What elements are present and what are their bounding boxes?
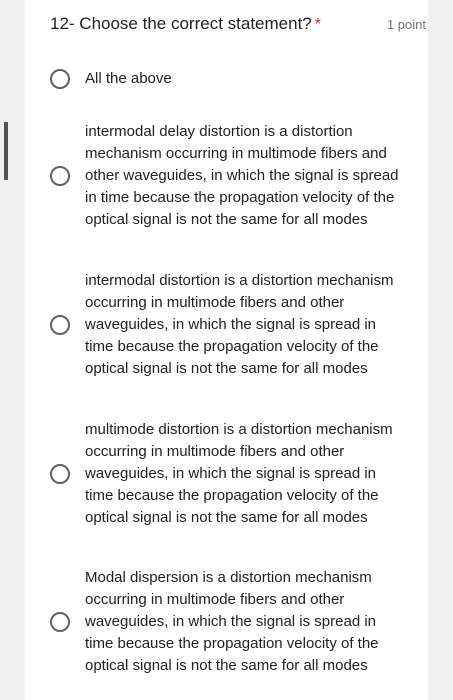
- question-title-row: [50, 14, 321, 34]
- option-label: intermodal distortion is a distortion mechanism occurring in multimode fibers and other waveguides, in which the signal is spread in time because the propagation velocity of the optical signal is not the same for all modes: [85, 272, 394, 377]
- question-title: 12- Choose the correct statement?: [50, 14, 312, 33]
- required-asterisk: *: [314, 16, 321, 33]
- radio-button[interactable]: [50, 464, 70, 484]
- option-all-the-above[interactable]: [50, 68, 420, 90]
- option-modal-dispersion[interactable]: [50, 556, 420, 688]
- scroll-indicator: [4, 122, 8, 180]
- option-label: multimode distortion is a distortion mechanism occurring in multimode fibers and other waveguides, in which the signal is spread in time because the propagation velocity of the optical signal is not the same for all modes: [85, 421, 393, 526]
- option-label: All the above: [85, 70, 172, 87]
- radio-button[interactable]: [50, 315, 70, 335]
- points-label: 1 point: [386, 17, 426, 32]
- question-header: [50, 14, 430, 38]
- option-multimode-distortion[interactable]: [50, 408, 420, 540]
- question-card: [25, 0, 428, 700]
- option-intermodal-distortion[interactable]: [50, 259, 420, 391]
- radio-button[interactable]: [50, 166, 70, 186]
- radio-button[interactable]: [50, 69, 70, 89]
- option-label: Modal dispersion is a distortion mechanism occurring in multimode fibers and other waveguides, in which the signal is spread in time because the propagation velocity of the optical signal is not the same for all modes: [85, 569, 379, 674]
- radio-button[interactable]: [50, 612, 70, 632]
- option-label: intermodal delay distortion is a distortion mechanism occurring in multimode fibers and other waveguides, in which the signal is spread in time because the propagation velocity of the optical signal is not the same for all modes: [85, 123, 399, 228]
- option-intermodal-delay-distortion[interactable]: [50, 110, 420, 242]
